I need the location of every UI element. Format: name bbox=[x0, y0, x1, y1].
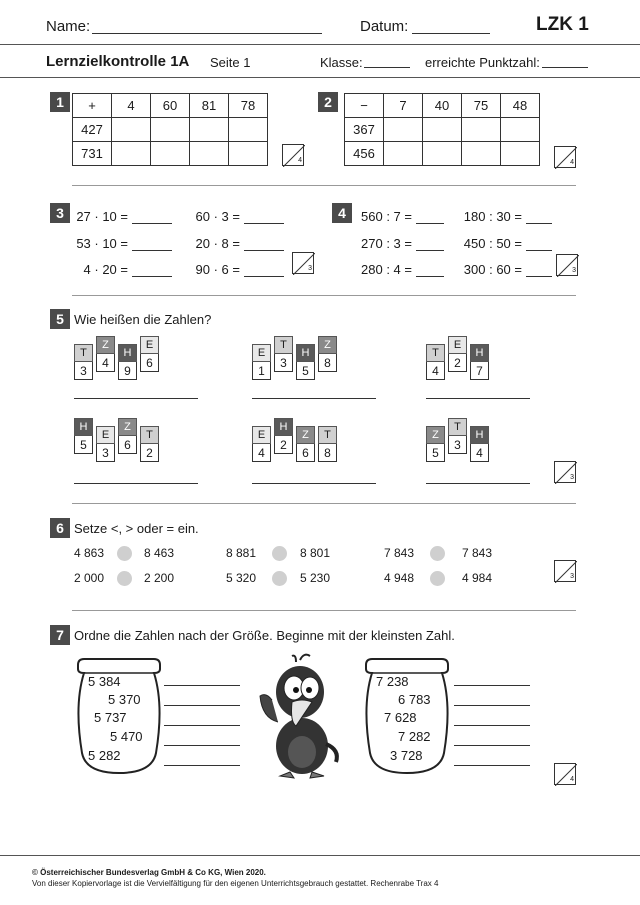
task-title: Setze <, > oder = ein. bbox=[74, 521, 199, 536]
answer-cell[interactable] bbox=[190, 118, 229, 142]
compare-circle[interactable] bbox=[272, 546, 287, 561]
place-label: H bbox=[470, 344, 489, 362]
answer-cell[interactable] bbox=[112, 118, 151, 142]
score-box-6 bbox=[554, 560, 576, 582]
place-digit: 9 bbox=[118, 362, 137, 380]
place-value-column bbox=[274, 418, 293, 454]
place-value-column bbox=[274, 336, 293, 372]
jar-number: 5 370 bbox=[108, 692, 141, 707]
date-label: Datum: bbox=[360, 18, 409, 35]
compare-left: 8 881 bbox=[226, 546, 257, 560]
place-value-card bbox=[426, 418, 489, 462]
answer-line[interactable] bbox=[252, 398, 376, 399]
place-digit: 2 bbox=[274, 436, 293, 454]
equation: 60 · 3 = bbox=[195, 209, 240, 224]
date-field[interactable] bbox=[412, 33, 490, 34]
place-digit: 7 bbox=[470, 362, 489, 380]
answer-line[interactable] bbox=[164, 765, 240, 766]
answer-line[interactable] bbox=[416, 250, 444, 251]
row-label: 367 bbox=[345, 118, 384, 142]
place-value-column bbox=[426, 344, 445, 380]
score-box-4 bbox=[556, 254, 578, 276]
place-value-column bbox=[96, 426, 115, 462]
place-digit: 6 bbox=[118, 436, 137, 454]
place-value-card bbox=[252, 418, 337, 462]
compare-circle[interactable] bbox=[117, 571, 132, 586]
jar-number: 5 384 bbox=[88, 674, 121, 689]
task-number-3: 3 bbox=[50, 203, 70, 223]
jar-number: 7 238 bbox=[376, 674, 409, 689]
compare-circle[interactable] bbox=[272, 571, 287, 586]
answer-cell[interactable] bbox=[462, 142, 501, 166]
score-max: 3 bbox=[572, 267, 576, 274]
jar-number: 5 470 bbox=[110, 729, 143, 744]
answer-line[interactable] bbox=[244, 250, 284, 251]
lzk-label: LZK 1 bbox=[536, 14, 589, 35]
equation: 20 · 8 = bbox=[195, 236, 240, 251]
place-value-column bbox=[470, 426, 489, 462]
raven-illustration bbox=[252, 652, 352, 782]
section-divider bbox=[72, 610, 576, 611]
compare-right: 4 984 bbox=[462, 571, 493, 585]
equation: 280 : 4 = bbox=[361, 262, 412, 277]
jar-number: 6 783 bbox=[398, 692, 431, 707]
place-label: E bbox=[140, 336, 159, 354]
place-digit: 8 bbox=[318, 444, 337, 462]
place-label: Z bbox=[426, 426, 445, 444]
place-value-column bbox=[448, 336, 467, 372]
answer-cell[interactable] bbox=[501, 142, 540, 166]
answer-cell[interactable] bbox=[229, 118, 268, 142]
answer-cell[interactable] bbox=[190, 142, 229, 166]
task-number-7: 7 bbox=[50, 625, 70, 645]
place-digit: 3 bbox=[96, 444, 115, 462]
answer-cell[interactable] bbox=[384, 118, 423, 142]
compare-left: 2 000 bbox=[74, 571, 105, 585]
task-title: Ordne die Zahlen nach der Größe. Beginne mit der kleinsten Zahl. bbox=[74, 628, 455, 643]
answer-line[interactable] bbox=[164, 705, 240, 706]
place-value-column bbox=[118, 344, 137, 380]
answer-line[interactable] bbox=[74, 398, 198, 399]
place-value-column bbox=[426, 426, 445, 462]
equation: 300 : 60 = bbox=[463, 262, 522, 277]
place-value-column bbox=[252, 344, 271, 380]
compare-circle[interactable] bbox=[430, 546, 445, 561]
compare-left: 7 843 bbox=[384, 546, 415, 560]
score-max: 4 bbox=[570, 776, 574, 783]
place-digit: 4 bbox=[426, 362, 445, 380]
answer-line[interactable] bbox=[526, 223, 552, 224]
place-label: Z bbox=[118, 418, 137, 436]
task-number-2: 2 bbox=[318, 92, 338, 112]
place-value-card bbox=[426, 336, 489, 380]
place-label: T bbox=[274, 336, 293, 354]
place-digit: 4 bbox=[96, 354, 115, 372]
place-label: Z bbox=[318, 336, 337, 354]
place-label: H bbox=[470, 426, 489, 444]
answer-cell[interactable] bbox=[423, 142, 462, 166]
points-label: erreichte Punktzahl: bbox=[425, 55, 540, 70]
name-label: Name: bbox=[46, 18, 91, 35]
score-max: 4 bbox=[570, 159, 574, 166]
class-field[interactable] bbox=[364, 67, 410, 68]
header-cell: 81 bbox=[190, 94, 229, 118]
answer-line[interactable] bbox=[454, 705, 530, 706]
task-number-1: 1 bbox=[50, 92, 70, 112]
section-divider bbox=[72, 503, 576, 504]
compare-left: 4 863 bbox=[74, 546, 105, 560]
answer-line[interactable] bbox=[244, 223, 284, 224]
place-value-column bbox=[96, 336, 115, 372]
title-divider bbox=[0, 77, 640, 78]
answer-cell[interactable] bbox=[151, 142, 190, 166]
compare-right: 8 463 bbox=[144, 546, 175, 560]
place-digit: 5 bbox=[74, 436, 93, 454]
answer-line[interactable] bbox=[244, 276, 284, 277]
place-value-column bbox=[318, 336, 337, 372]
compare-right: 5 230 bbox=[300, 571, 331, 585]
task-number-5: 5 bbox=[50, 309, 70, 329]
place-digit: 4 bbox=[252, 444, 271, 462]
place-label: E bbox=[252, 344, 271, 362]
place-label: H bbox=[274, 418, 293, 436]
answer-line[interactable] bbox=[164, 745, 240, 746]
answer-line[interactable] bbox=[74, 483, 198, 484]
jar-number: 7 282 bbox=[398, 729, 431, 744]
header-cell: + bbox=[73, 94, 112, 118]
compare-circle[interactable] bbox=[430, 571, 445, 586]
place-digit: 3 bbox=[74, 362, 93, 380]
header-cell: 78 bbox=[229, 94, 268, 118]
task-number-4: 4 bbox=[332, 203, 352, 223]
equation: 450 : 50 = bbox=[463, 236, 522, 251]
score-max: 3 bbox=[570, 474, 574, 481]
class-label: Klasse: bbox=[320, 55, 363, 70]
score-max: 3 bbox=[308, 265, 312, 272]
place-label: E bbox=[448, 336, 467, 354]
points-field[interactable] bbox=[542, 67, 588, 68]
jar-number: 3 728 bbox=[390, 748, 423, 763]
place-label: H bbox=[74, 418, 93, 436]
place-label: T bbox=[448, 418, 467, 436]
answer-line[interactable] bbox=[426, 483, 530, 484]
task-title: Wie heißen die Zahlen? bbox=[74, 312, 212, 327]
score-box-2 bbox=[554, 146, 576, 168]
answer-cell[interactable] bbox=[151, 118, 190, 142]
equation: 4 · 20 = bbox=[83, 262, 128, 277]
answer-line[interactable] bbox=[526, 276, 552, 277]
jar-number: 5 737 bbox=[94, 710, 127, 725]
place-digit: 6 bbox=[296, 444, 315, 462]
equation: 53 · 10 = bbox=[76, 236, 128, 251]
subtraction-table bbox=[344, 93, 540, 166]
place-value-column bbox=[74, 344, 93, 380]
place-label: T bbox=[74, 344, 93, 362]
answer-line[interactable] bbox=[454, 765, 530, 766]
place-label: T bbox=[318, 426, 337, 444]
place-digit: 6 bbox=[140, 354, 159, 372]
header-cell: 48 bbox=[501, 94, 540, 118]
score-box-1 bbox=[282, 144, 304, 166]
answer-line[interactable] bbox=[416, 223, 444, 224]
place-label: Z bbox=[96, 336, 115, 354]
answer-line[interactable] bbox=[426, 398, 530, 399]
jar-number: 7 628 bbox=[384, 710, 417, 725]
answer-line[interactable] bbox=[454, 685, 530, 686]
row-label: 731 bbox=[73, 142, 112, 166]
jar-number: 5 282 bbox=[88, 748, 121, 763]
answer-line[interactable] bbox=[454, 725, 530, 726]
header-cell: 60 bbox=[151, 94, 190, 118]
equation: 180 : 30 = bbox=[463, 209, 522, 224]
answer-cell[interactable] bbox=[112, 142, 151, 166]
place-label: E bbox=[96, 426, 115, 444]
place-digit: 4 bbox=[470, 444, 489, 462]
place-value-column bbox=[74, 418, 93, 454]
answer-line[interactable] bbox=[454, 745, 530, 746]
compare-left: 5 320 bbox=[226, 571, 257, 585]
header-cell: 4 bbox=[112, 94, 151, 118]
place-value-card bbox=[74, 418, 159, 462]
answer-line[interactable] bbox=[252, 483, 376, 484]
place-digit: 2 bbox=[140, 444, 159, 462]
answer-line[interactable] bbox=[132, 223, 172, 224]
place-label: H bbox=[296, 344, 315, 362]
row-label: 456 bbox=[345, 142, 384, 166]
place-value-column bbox=[470, 344, 489, 380]
page-number: Seite 1 bbox=[210, 55, 251, 70]
header-cell: − bbox=[345, 94, 384, 118]
place-value-column bbox=[318, 426, 337, 462]
answer-line[interactable] bbox=[164, 725, 240, 726]
compare-left: 4 948 bbox=[384, 571, 415, 585]
page-title: Lernzielkontrolle 1A bbox=[46, 53, 190, 70]
copy-note: Von dieser Kopiervorlage ist die Vervielfältigung für den eigenen Unterrichtsgebrauch gestattet. Rechenrabe Trax 4 bbox=[32, 879, 439, 888]
score-box-7 bbox=[554, 763, 576, 785]
answer-line[interactable] bbox=[416, 276, 444, 277]
header-cell: 7 bbox=[384, 94, 423, 118]
section-divider bbox=[72, 295, 576, 296]
answer-cell[interactable] bbox=[501, 118, 540, 142]
compare-right: 7 843 bbox=[462, 546, 493, 560]
answer-line[interactable] bbox=[526, 250, 552, 251]
place-label: T bbox=[426, 344, 445, 362]
header-cell: 40 bbox=[423, 94, 462, 118]
place-digit: 5 bbox=[426, 444, 445, 462]
header-cell: 75 bbox=[462, 94, 501, 118]
place-digit: 2 bbox=[448, 354, 467, 372]
equation: 270 : 3 = bbox=[361, 236, 412, 251]
compare-circle[interactable] bbox=[117, 546, 132, 561]
place-label: T bbox=[140, 426, 159, 444]
name-field[interactable] bbox=[92, 33, 322, 34]
place-digit: 1 bbox=[252, 362, 271, 380]
equation: 90 · 6 = bbox=[195, 262, 240, 277]
answer-cell[interactable] bbox=[229, 142, 268, 166]
task-number-6: 6 bbox=[50, 518, 70, 538]
header-divider bbox=[0, 44, 640, 45]
section-divider bbox=[72, 185, 576, 186]
place-value-column bbox=[140, 336, 159, 372]
place-value-column bbox=[296, 344, 315, 380]
answer-line[interactable] bbox=[164, 685, 240, 686]
equation: 27 · 10 = bbox=[76, 209, 128, 224]
copyright-text: © Österreichischer Bundesverlag GmbH & Co KG, Wien 2020. bbox=[32, 868, 266, 877]
place-digit: 3 bbox=[274, 354, 293, 372]
equation: 560 : 7 = bbox=[361, 209, 412, 224]
answer-line[interactable] bbox=[132, 250, 172, 251]
place-digit: 5 bbox=[296, 362, 315, 380]
place-value-column bbox=[448, 418, 467, 454]
compare-right: 8 801 bbox=[300, 546, 331, 560]
place-value-column bbox=[252, 426, 271, 462]
place-value-column bbox=[296, 426, 315, 462]
footer-divider bbox=[0, 855, 640, 856]
place-label: H bbox=[118, 344, 137, 362]
score-max: 3 bbox=[570, 573, 574, 580]
score-box-3 bbox=[292, 252, 314, 274]
answer-cell[interactable] bbox=[423, 118, 462, 142]
place-value-card bbox=[252, 336, 337, 380]
score-max: 4 bbox=[298, 157, 302, 164]
place-digit: 3 bbox=[448, 436, 467, 454]
answer-cell[interactable] bbox=[384, 142, 423, 166]
place-label: E bbox=[252, 426, 271, 444]
place-value-column bbox=[118, 418, 137, 454]
score-box-5 bbox=[554, 461, 576, 483]
addition-table bbox=[72, 93, 268, 166]
answer-line[interactable] bbox=[132, 276, 172, 277]
answer-cell[interactable] bbox=[462, 118, 501, 142]
place-value-column bbox=[140, 426, 159, 462]
place-value-card bbox=[74, 336, 159, 380]
row-label: 427 bbox=[73, 118, 112, 142]
compare-right: 2 200 bbox=[144, 571, 175, 585]
place-digit: 8 bbox=[318, 354, 337, 372]
place-label: Z bbox=[296, 426, 315, 444]
